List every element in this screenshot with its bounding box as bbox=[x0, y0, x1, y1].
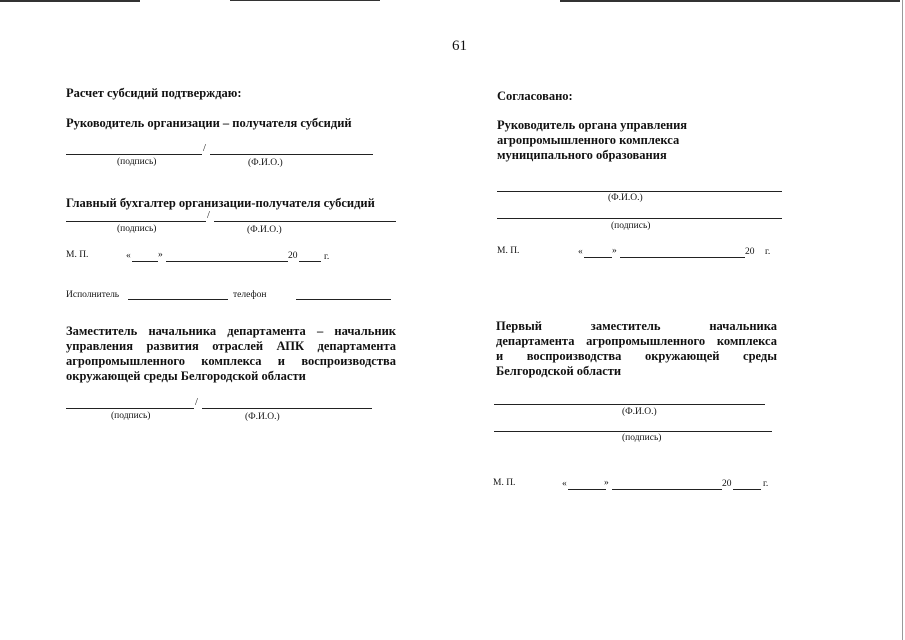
fio-line bbox=[494, 404, 765, 405]
executor-label: Исполнитель bbox=[66, 290, 120, 300]
signature-label: (подпись) bbox=[117, 157, 157, 167]
date-year-line bbox=[299, 261, 321, 262]
fio-label: (Ф.И.О.) bbox=[245, 412, 280, 422]
municipal-line: Руководитель органа управления bbox=[497, 118, 688, 132]
stamp-label: М. П. bbox=[497, 246, 520, 256]
scan-edge-top-left bbox=[0, 0, 140, 2]
phone-line bbox=[296, 299, 391, 300]
first-deputy-line: Белгородской области bbox=[496, 364, 622, 378]
signature-line bbox=[66, 154, 202, 155]
fio-line bbox=[214, 221, 396, 222]
municipal-line: муниципального образования bbox=[497, 148, 667, 162]
date-open-quote: « bbox=[126, 251, 131, 261]
fio-label: (Ф.И.О.) bbox=[248, 158, 283, 168]
deputy-line: окружающей среды Белгородской области bbox=[66, 369, 306, 383]
date-close-quote: » bbox=[604, 478, 609, 488]
stamp-label: М. П. bbox=[493, 478, 516, 488]
signature-line bbox=[66, 408, 194, 409]
date-open-quote: « bbox=[562, 479, 567, 489]
date-month-line bbox=[166, 261, 288, 262]
phone-label: телефон bbox=[233, 290, 267, 300]
date-suffix: г. bbox=[324, 252, 330, 262]
deputy-line: Заместитель начальника департамента – начальник bbox=[66, 324, 396, 338]
executor-line bbox=[128, 299, 228, 300]
signature-line bbox=[497, 218, 782, 219]
slash: / bbox=[195, 397, 198, 408]
date-year-prefix: 20 bbox=[745, 247, 755, 257]
date-suffix: г. bbox=[763, 479, 769, 489]
date-month-line bbox=[612, 489, 722, 490]
head-org-title: Руководитель организации – получателя субсидий bbox=[66, 116, 352, 130]
date-year-line bbox=[733, 489, 761, 490]
page-number: 61 bbox=[452, 38, 467, 54]
date-close-quote: » bbox=[158, 250, 163, 260]
date-year-prefix: 20 bbox=[722, 479, 732, 489]
signature-line bbox=[494, 431, 772, 432]
date-day-line bbox=[584, 257, 612, 258]
agreed-title: Согласовано: bbox=[497, 89, 573, 103]
date-open-quote: « bbox=[578, 247, 583, 257]
date-day-line bbox=[132, 261, 158, 262]
deputy-line: управления развития отраслей АПК департамента bbox=[66, 339, 396, 353]
deputy-head-block bbox=[66, 324, 396, 384]
slash: / bbox=[203, 143, 206, 154]
fio-line bbox=[202, 408, 372, 409]
confirm-title: Расчет субсидий подтверждаю: bbox=[66, 86, 242, 100]
date-suffix: г. bbox=[765, 247, 771, 257]
slash: / bbox=[207, 210, 210, 221]
first-deputy-line: Первый заместитель начальника bbox=[496, 319, 777, 333]
date-close-quote: » bbox=[612, 246, 617, 256]
signature-label: (подпись) bbox=[111, 411, 151, 421]
fio-label: (Ф.И.О.) bbox=[247, 225, 282, 235]
signature-label: (подпись) bbox=[611, 221, 651, 231]
municipal-line: агропромышленного комплекса bbox=[497, 133, 680, 147]
chief-accountant-title: Главный бухгалтер организации-получателя субсидий bbox=[66, 196, 375, 210]
stamp-label: М. П. bbox=[66, 250, 89, 260]
scan-edge-top-mid bbox=[230, 0, 380, 1]
first-deputy-line: департамента агропромышленного комплекса bbox=[496, 334, 777, 348]
first-deputy-block bbox=[496, 319, 777, 379]
fio-line bbox=[497, 191, 782, 192]
date-day-line bbox=[568, 489, 606, 490]
signature-line bbox=[66, 221, 206, 222]
fio-label: (Ф.И.О.) bbox=[622, 407, 657, 417]
first-deputy-line: и воспроизводства окружающей среды bbox=[496, 349, 777, 363]
scan-edge-right bbox=[902, 0, 903, 640]
deputy-line: агропромышленного комплекса и воспроизводства bbox=[66, 354, 396, 368]
fio-label: (Ф.И.О.) bbox=[608, 193, 643, 203]
signature-label: (подпись) bbox=[622, 433, 662, 443]
date-year-prefix: 20 bbox=[288, 251, 298, 261]
signature-label: (подпись) bbox=[117, 224, 157, 234]
date-month-line bbox=[620, 257, 745, 258]
scan-edge-top-right bbox=[560, 0, 900, 2]
fio-line bbox=[210, 154, 373, 155]
